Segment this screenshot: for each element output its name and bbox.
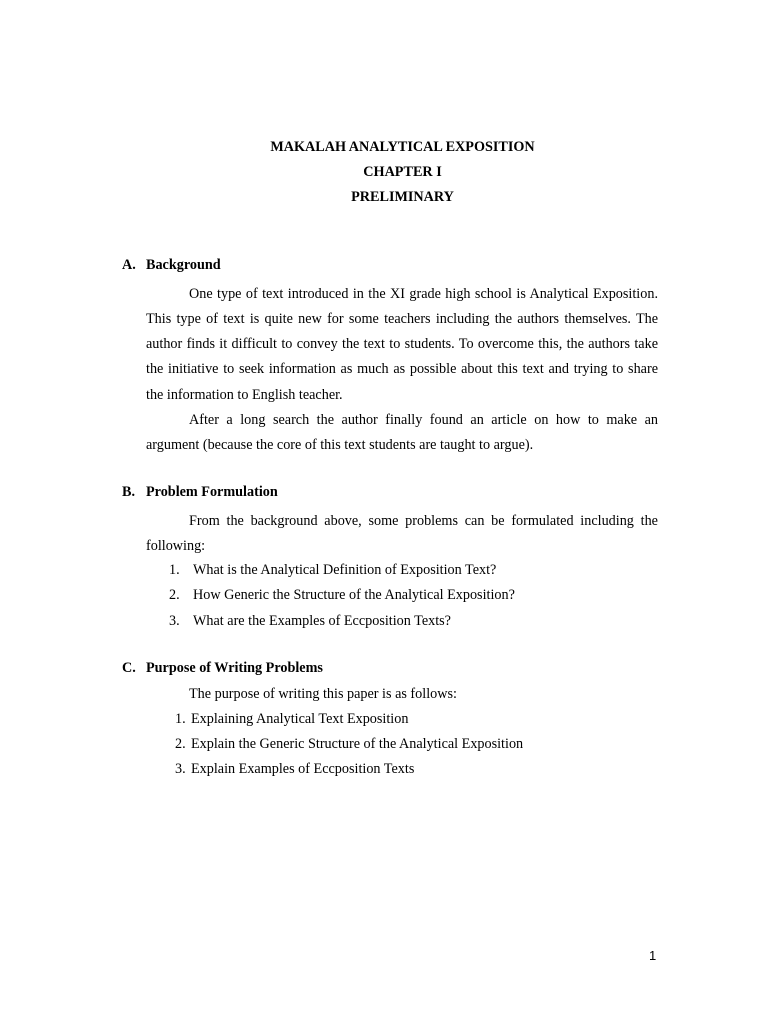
list-item (169, 612, 658, 637)
paragraph: From the background above, some problems can be formulated including the following: (146, 512, 658, 554)
chapter-label: CHAPTER I (363, 164, 442, 180)
list-item (175, 710, 658, 735)
list-number: 1. (175, 710, 186, 727)
section-heading (122, 659, 658, 685)
numbered-list (122, 561, 658, 637)
paragraph: The purpose of writing this paper is as follows: (189, 685, 457, 702)
page-number: 1 (649, 948, 657, 963)
list-text: Explaining Analytical Text Exposition (191, 710, 409, 727)
list-number: 2. (175, 736, 186, 753)
section-letter: A. (122, 257, 136, 273)
list-text: How Generic the Structure of the Analytical Exposition? (193, 587, 515, 604)
document-title: MAKALAH ANALYTICAL EXPOSITION (270, 139, 535, 155)
list-text: Explain Examples of Eccposition Texts (191, 761, 415, 778)
list-number: 1. (169, 562, 180, 579)
section-title: Purpose of Writing Problems (146, 660, 323, 676)
list-item (169, 586, 658, 611)
chapter-title: PRELIMINARY (351, 189, 454, 205)
list-text: What is the Analytical Definition of Exposition Text? (193, 562, 497, 579)
list-number: 2. (169, 587, 180, 604)
list-item (175, 760, 658, 785)
section-heading (122, 483, 658, 509)
title-block (0, 138, 768, 213)
section-title: Problem Formulation (146, 484, 278, 500)
list-number: 3. (169, 612, 180, 629)
paragraph: After a long search the author finally found an article on how to make an argument (because the core of this text students are taught to argue). (146, 411, 658, 454)
section-problem-formulation (122, 483, 658, 637)
list-number: 3. (175, 761, 186, 778)
section-heading (122, 256, 658, 282)
list-item (169, 561, 658, 586)
paragraph: One type of text introduced in the XI grade high school is Analytical Exposition. This type of text is quite new for some teachers including the authors themselves. The author finds it difficult to convey the text to students. To overcome this, the authors take the initiative to seek information as much as possible about this text and trying to share the information to English teacher. (146, 285, 658, 403)
list-item (175, 735, 658, 760)
list-text: What are the Examples of Eccposition Texts? (193, 612, 451, 629)
section-title: Background (146, 257, 221, 273)
section-purpose (122, 659, 658, 786)
list-text: Explain the Generic Structure of the Analytical Exposition (191, 736, 524, 753)
numbered-list (122, 710, 658, 786)
section-letter: B. (122, 484, 136, 500)
section-letter: C. (122, 660, 136, 676)
section-background (122, 256, 658, 459)
